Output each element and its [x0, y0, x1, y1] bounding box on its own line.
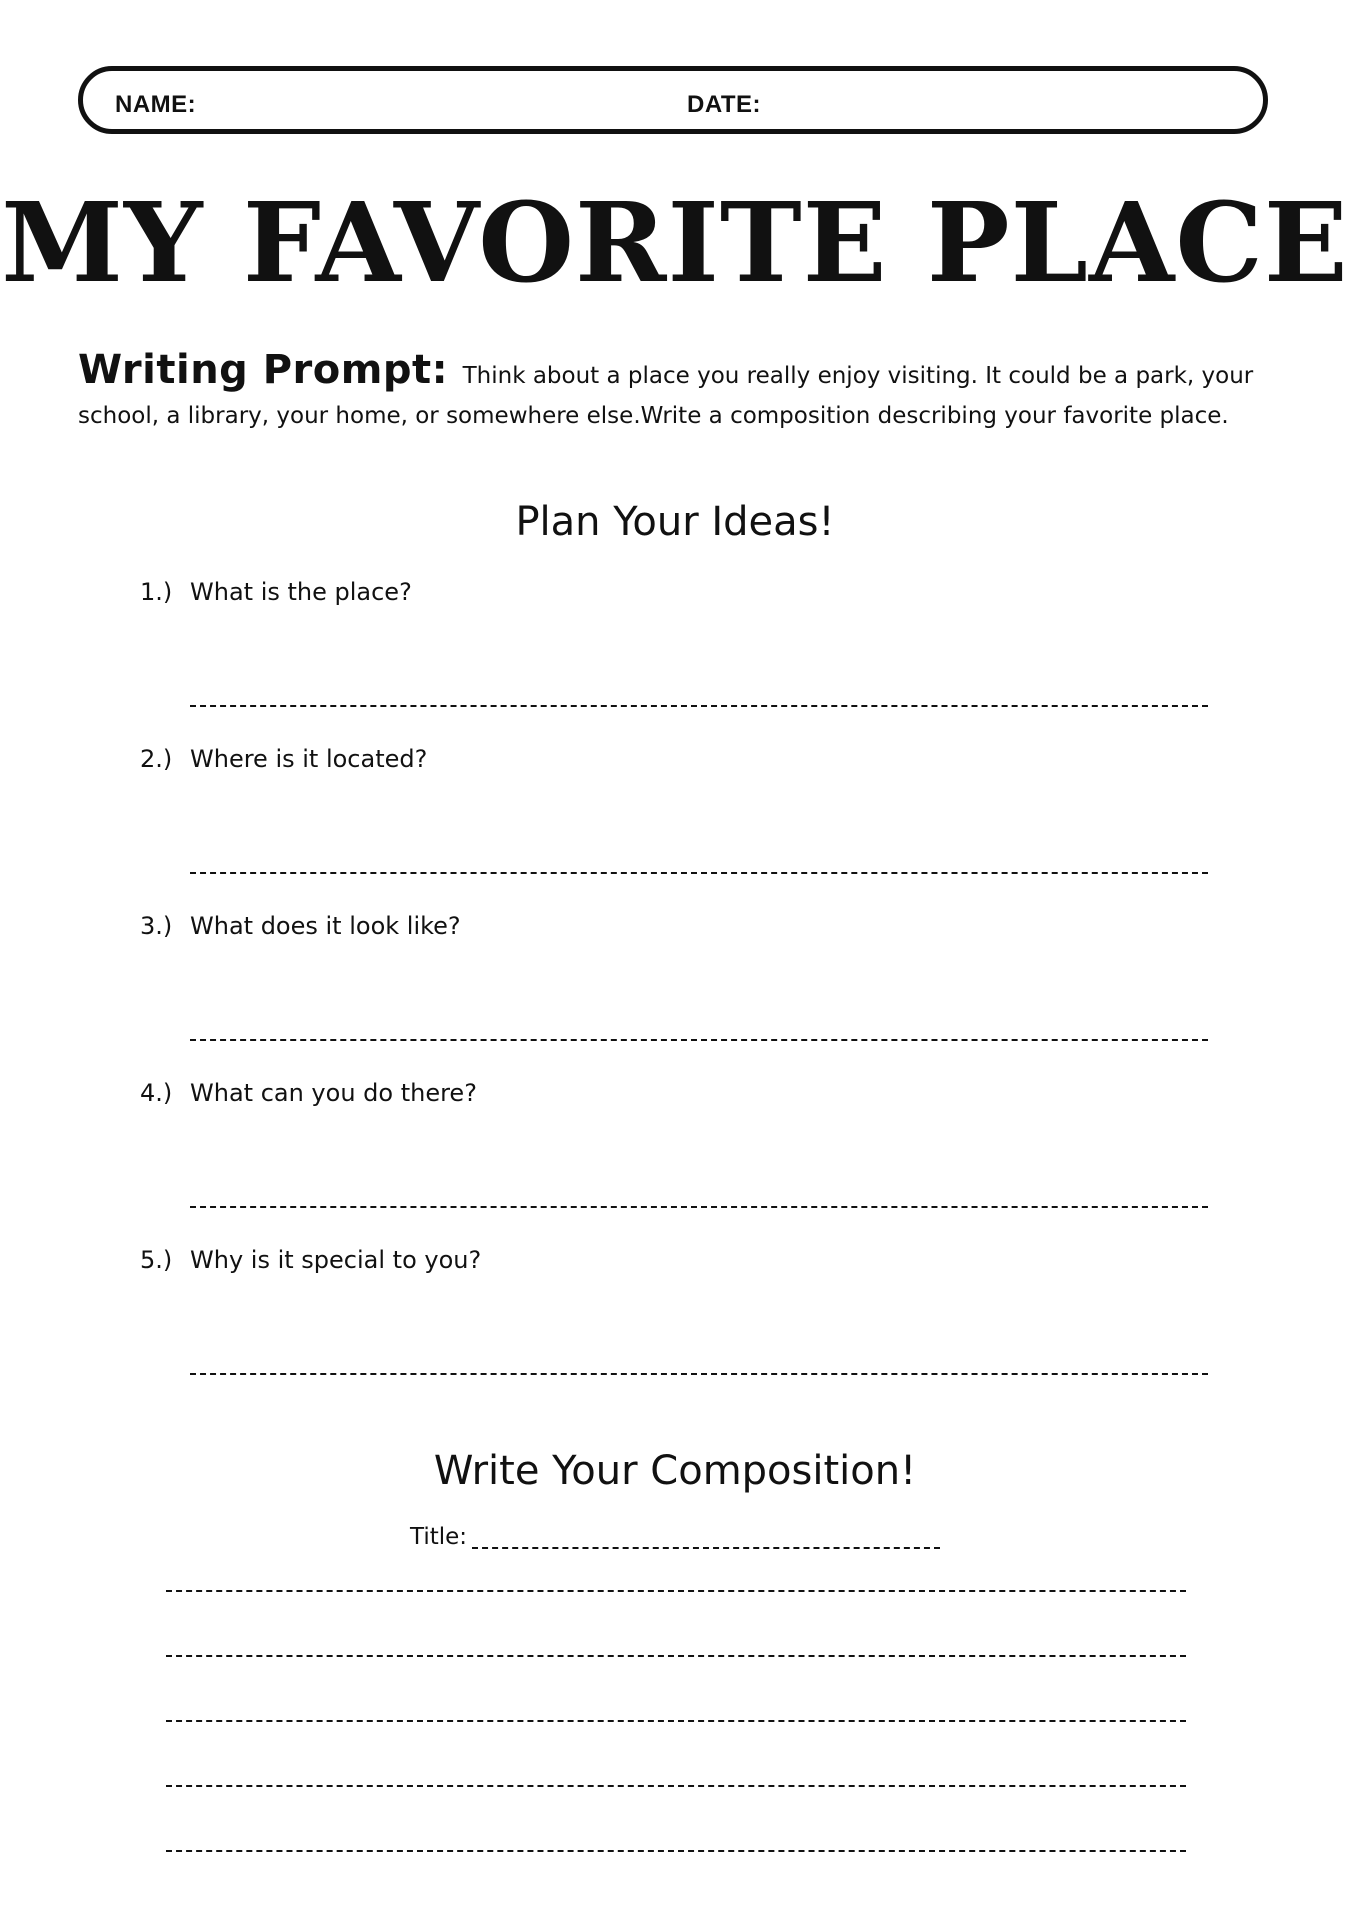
composition-line[interactable]	[166, 1720, 1186, 1722]
question-item	[140, 739, 1240, 779]
title-input-line[interactable]	[472, 1547, 940, 1549]
date-label: DATE:	[687, 91, 762, 118]
question-item	[140, 572, 1240, 612]
question-number: 5.)	[140, 1246, 173, 1274]
composition-line[interactable]	[166, 1590, 1186, 1592]
question-text: What does it look like?	[190, 912, 461, 940]
question-text: What can you do there?	[190, 1079, 477, 1107]
question-number: 1.)	[140, 578, 173, 606]
answer-line[interactable]	[190, 872, 1208, 874]
prompt-text: Think about a place you really enjoy visiting. It could be a park, your school, a library, your home, or somewhere else.Write a composition describing your favorite place.	[78, 363, 1254, 429]
question-item	[140, 1240, 1240, 1280]
worksheet-title: MY FAVORITE PLACE	[1, 178, 1349, 307]
answer-line[interactable]	[190, 1039, 1208, 1041]
answer-line[interactable]	[190, 1373, 1208, 1375]
title-field	[410, 1517, 950, 1557]
question-text: Where is it located?	[190, 745, 428, 773]
composition-line[interactable]	[166, 1850, 1186, 1852]
name-label: NAME:	[115, 91, 197, 118]
question-text: Why is it special to you?	[190, 1246, 482, 1274]
prompt-label: Writing Prompt:	[78, 347, 463, 393]
question-item	[140, 1073, 1240, 1113]
writing-prompt	[78, 347, 1278, 436]
question-text: What is the place?	[190, 578, 412, 606]
title-label: Title:	[410, 1524, 468, 1550]
composition-heading: Write Your Composition!	[433, 1448, 917, 1494]
composition-line[interactable]	[166, 1655, 1186, 1657]
question-number: 4.)	[140, 1079, 173, 1107]
answer-line[interactable]	[190, 705, 1208, 707]
plan-heading: Plan Your Ideas!	[515, 499, 835, 545]
answer-line[interactable]	[190, 1206, 1208, 1208]
composition-line[interactable]	[166, 1785, 1186, 1787]
question-item	[140, 906, 1240, 946]
name-date-box	[78, 66, 1268, 134]
question-number: 2.)	[140, 745, 173, 773]
question-number: 3.)	[140, 912, 173, 940]
